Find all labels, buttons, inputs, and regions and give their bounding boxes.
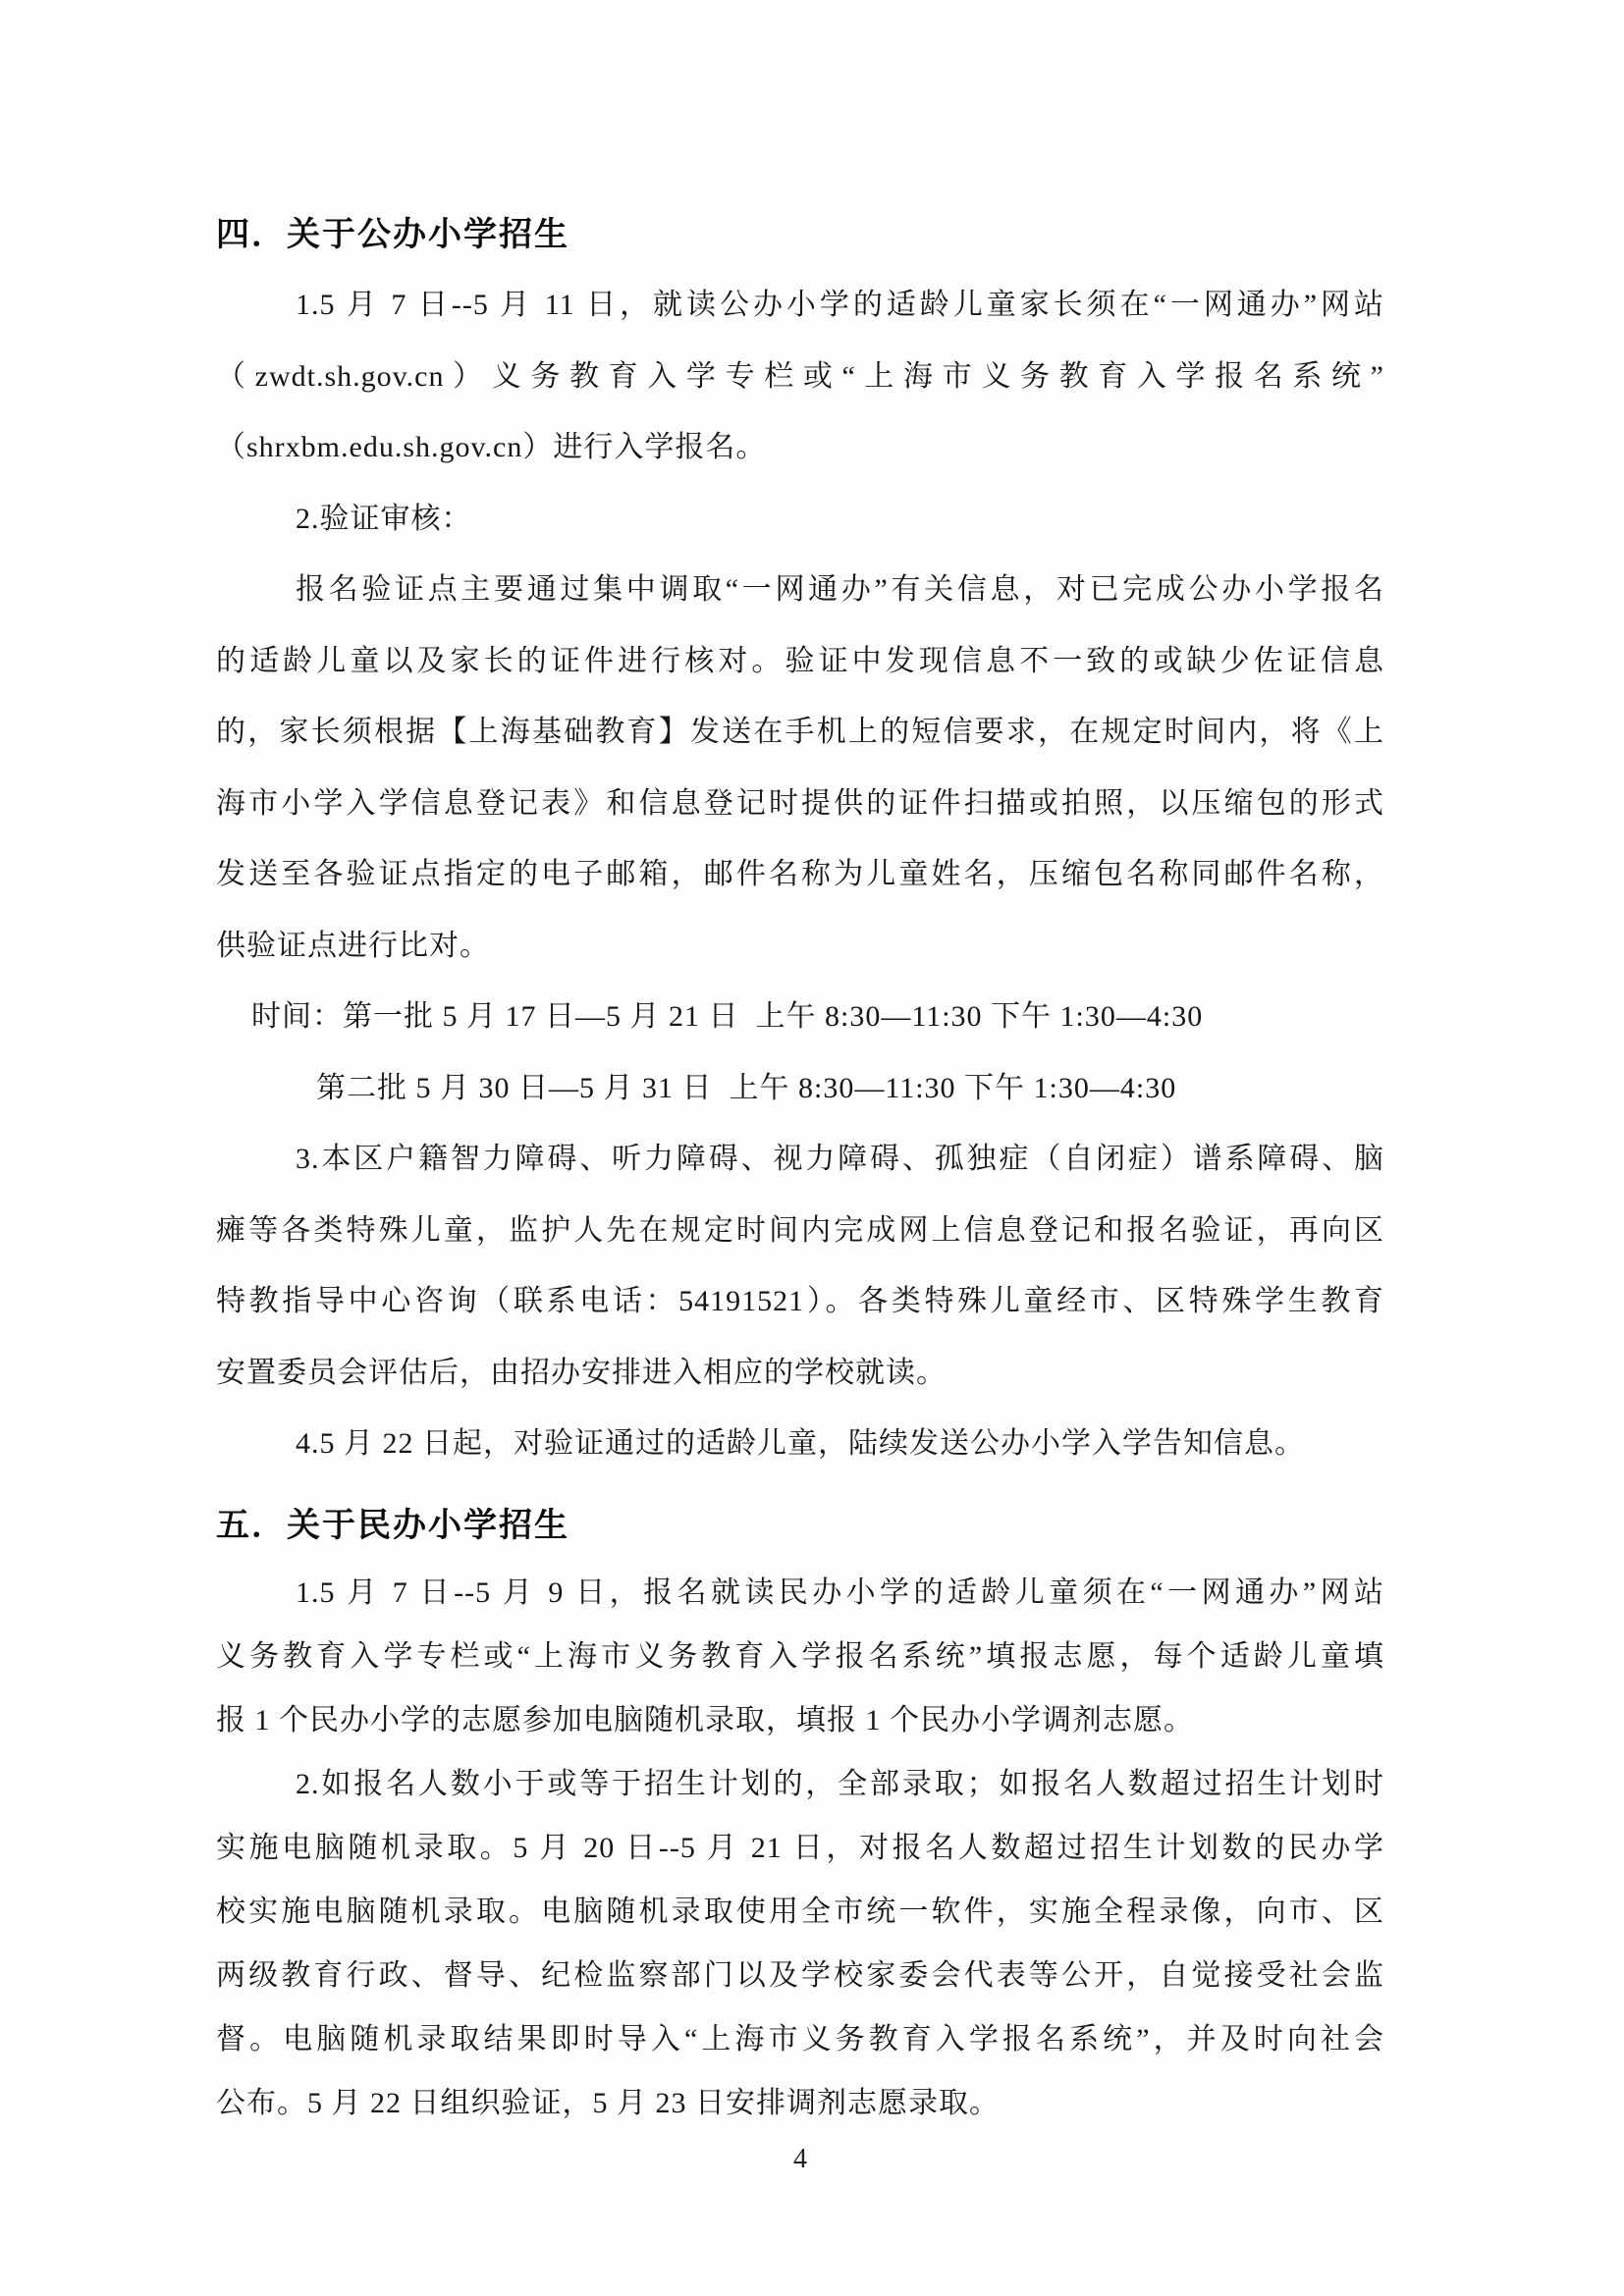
- text-line: 校实施电脑随机录取。电脑随机录取使用全市统一软件，实施全程录像，向市、区: [216, 1895, 1384, 1928]
- text-line: （zwdt.sh.gov.cn）义务教育入学专栏或“上海市义务教育入学报名系统”: [216, 359, 1384, 393]
- text-line: 报 1 个民办小学的志愿参加电脑随机录取，填报 1 个民办小学调剂志愿。: [216, 1703, 1194, 1736]
- text-line: 公布。5 月 22 日组织验证，5 月 23 日安排调剂志愿录取。: [216, 2086, 1000, 2119]
- text-line: 2.如报名人数小于或等于招生计划的，全部录取；如报名人数超过招生计划时: [296, 1767, 1384, 1800]
- document-content: [216, 211, 1384, 2135]
- text-line: 实施电脑随机录取。5 月 20 日--5 月 21 日，对报名人数超过招生计划数的民办学: [216, 1831, 1384, 1864]
- text-line: 3.本区户籍智力障碍、听力障碍、视力障碍、孤独症（自闭症）谱系障碍、脑: [296, 1143, 1384, 1175]
- text-line: 4.5 月 22 日起，对验证通过的适龄儿童，陆续发送公办小学入学告知信息。: [296, 1427, 1305, 1460]
- text-line: （shrxbm.edu.sh.gov.cn）进行入学报名。: [216, 431, 767, 463]
- document-section: [216, 211, 1384, 1480]
- page-number: 4: [793, 2143, 807, 2174]
- document-section: [216, 1502, 1384, 2135]
- section-heading: 四．关于公办小学招生: [216, 216, 569, 253]
- text-line: 2.验证审核：: [296, 502, 472, 535]
- text-line: 瘫等各类特殊儿童，监护人先在规定时间内完成网上信息登记和报名验证，再向区: [216, 1213, 1384, 1247]
- text-line: 安置委员会评估后，由招办安排进入相应的学校就读。: [216, 1356, 947, 1389]
- text-line: 1.5 月 7 日--5 月 9 日，报名就读民办小学的适龄儿童须在“一网通办”网站: [296, 1575, 1384, 1609]
- text-line: 海市小学入学信息登记表》和信息登记时提供的证件扫描或拍照，以压缩包的形式: [216, 786, 1384, 820]
- text-line: 供验证点进行比对。: [216, 929, 490, 962]
- text-line: 义务教育入学专栏或“上海市义务教育入学报名系统”填报志愿，每个适龄儿童填: [216, 1639, 1384, 1673]
- text-line: 的，家长须根据【上海基础教育】发送在手机上的短信要求，在规定时间内，将《上: [216, 716, 1384, 748]
- text-line: 两级教育行政、督导、纪检监察部门以及学校家委会代表等公开，自觉接受社会监: [216, 1958, 1384, 1992]
- text-line: 时间：第一批 5 月 17 日—5 月 21 日 上午 8:30—11:30 下午 1:30—4:30: [251, 1000, 1204, 1033]
- text-line: 发送至各验证点指定的电子邮箱，邮件名称为儿童姓名，压缩包名称同邮件名称，: [216, 858, 1384, 890]
- text-line: 1.5 月 7 日--5 月 11 日，就读公办小学的适龄儿童家长须在“一网通办”网站: [296, 289, 1384, 321]
- text-line: 第二批 5 月 30 日—5 月 31 日 上午 8:30—11:30 下午 1:30—4:30: [316, 1071, 1177, 1104]
- text-line: 报名验证点主要通过集中调取“一网通办”有关信息，对已完成公办小学报名: [296, 573, 1384, 606]
- text-line: 特教指导中心咨询（联系电话：54191521）。各类特殊儿童经市、区特殊学生教育: [216, 1285, 1384, 1317]
- text-line: 的适龄儿童以及家长的证件进行核对。验证中发现信息不一致的或缺少佐证信息: [216, 644, 1384, 677]
- section-heading: 五．关于民办小学招生: [216, 1506, 569, 1544]
- text-line: 督。电脑随机录取结果即时导入“上海市义务教育入学报名系统”，并及时向社会: [216, 2022, 1384, 2056]
